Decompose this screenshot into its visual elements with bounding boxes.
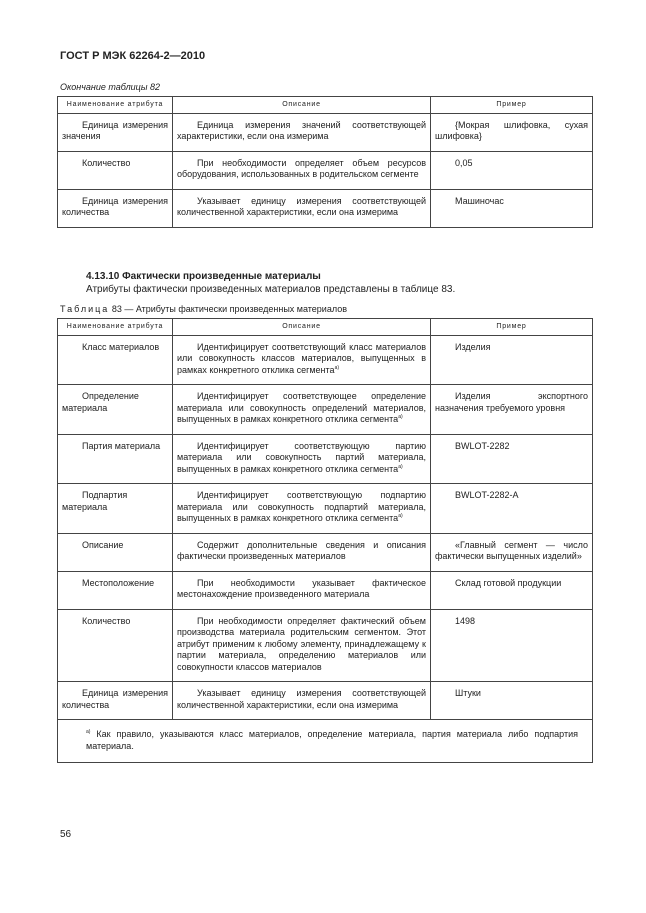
- attribute-name: Местоположение: [82, 577, 155, 588]
- description-cell: [173, 385, 431, 435]
- section-text: Атрибуты фактически произведенных материалов представлены в таблице 83.: [86, 284, 456, 295]
- description-text: При необходимости определяет фактический объем производства материала родительским сегментом. Этот атрибут применим к любому элементу, принадлежащему к партии материала, определению материалов или совокупности классов материалов: [177, 615, 426, 672]
- example-cell: [431, 113, 593, 151]
- page-number: 56: [60, 829, 72, 840]
- description-cell: [173, 484, 431, 534]
- description-cell: [173, 682, 431, 720]
- attribute-name-cell: [58, 484, 173, 534]
- example-text: «Главный сегмент — число фактически выпущенных изделий»: [435, 539, 588, 561]
- table83-caption: [60, 304, 347, 314]
- attribute-name: Определение материала: [62, 391, 139, 413]
- column-header-name: Наименование атрибута: [58, 319, 173, 336]
- example-text: Штуки: [455, 688, 481, 698]
- attribute-name: Количество: [82, 157, 131, 168]
- table-row: [58, 335, 593, 385]
- example-cell: [431, 434, 593, 484]
- attribute-name-cell: [58, 113, 173, 151]
- table82-caption: Окончание таблицы 82: [60, 82, 160, 92]
- example-text: 0,05: [455, 157, 473, 168]
- table-row: [58, 385, 593, 435]
- description-cell: [173, 533, 431, 571]
- attribute-name: Единица измерения количества: [62, 688, 168, 710]
- footnote-ref: a): [334, 364, 340, 371]
- example-text: BWLOT-2282: [455, 440, 510, 451]
- example-text: Изделия: [455, 341, 491, 352]
- example-text: 1498: [455, 615, 476, 626]
- attribute-name-cell: [58, 533, 173, 571]
- table-83: [57, 318, 593, 763]
- description-cell: [173, 189, 431, 227]
- table-row: [58, 151, 593, 189]
- footnote-text: Как правило, указываются класс материалов, определение материала, партия материала либо подпартия материала.: [86, 729, 578, 751]
- attribute-name-cell: [58, 434, 173, 484]
- table-row: [58, 484, 593, 534]
- description-text: Указывает единицу измерения соответствующей количественной характеристики, если она измерима: [177, 688, 426, 710]
- footnote-ref: a): [398, 463, 403, 470]
- description-cell: [173, 151, 431, 189]
- table-row: [58, 189, 593, 227]
- table83-header-row: [58, 319, 593, 336]
- table-row: [58, 571, 593, 609]
- example-text: Изделия экспортного назначения требуемого уровня: [435, 391, 588, 413]
- description-text: Идентифицирует соответствующую подпартию материала или совокупность подпартий материала, выпущенных в рамках конкретного отклика сегмента$^{a)}$: [177, 490, 426, 523]
- description-cell: [173, 113, 431, 151]
- attribute-name-cell: [58, 151, 173, 189]
- example-cell: [431, 682, 593, 720]
- attribute-name-cell: [58, 189, 173, 227]
- example-text: Склад готовой продукции: [455, 577, 562, 588]
- description-text: Идентифицирует соответствующую партию материала или совокупность партий материала, выпущенных в рамках конкретного отклика сегмента$^{a)}$: [177, 440, 426, 474]
- description-text: Указывает единицу измерения соответствующей количественной характеристики, если она измерима: [177, 195, 426, 217]
- attribute-name-cell: [58, 609, 173, 682]
- column-header-description: Описание: [173, 319, 431, 336]
- table83-footnote: [58, 720, 593, 763]
- column-header-example: Пример: [431, 319, 593, 336]
- attribute-name: Класс материалов: [82, 341, 160, 352]
- example-cell: [431, 571, 593, 609]
- description-cell: [173, 434, 431, 484]
- description-cell: [173, 335, 431, 385]
- description-text: При необходимости указывает фактическое местонахождение произведенного материала: [177, 577, 426, 599]
- attribute-name: Единица измерения значения: [62, 119, 168, 141]
- description-text: При необходимости определяет объем ресурсов оборудования, использованных в родительском сегменте: [177, 157, 426, 179]
- example-cell: [431, 335, 593, 385]
- footnote-ref: a): [398, 414, 403, 420]
- description-text: Единица измерения значений соответствующей характеристики, если она измерима: [177, 119, 426, 141]
- attribute-name-cell: [58, 335, 173, 385]
- example-cell: [431, 609, 593, 682]
- example-text: {Мокрая шлифовка, сухая шлифовка}: [435, 119, 588, 141]
- table83-caption-prefix: Таблица: [60, 304, 110, 314]
- attribute-name: Описание: [82, 539, 124, 550]
- table-row: [58, 609, 593, 682]
- section-heading: 4.13.10 Фактически произведенные материалы: [86, 271, 321, 282]
- footnote-ref: a): [398, 513, 403, 519]
- description-text: Идентифицирует соответствующий класс материалов или совокупность классов материалов, выпущенных в рамках конкретного отклика сегмента$^{a)}$: [177, 341, 426, 375]
- column-header-name: Наименование атрибута: [58, 97, 173, 114]
- table82-header-row: [58, 97, 593, 114]
- table-82: [57, 96, 593, 228]
- table83-caption-title: 83 — Атрибуты фактически произведенных материалов: [111, 304, 347, 314]
- column-header-example: Пример: [431, 97, 593, 114]
- attribute-name-cell: [58, 385, 173, 435]
- description-cell: [173, 609, 431, 682]
- attribute-name: Подпартия материала: [62, 490, 128, 512]
- table-row: [58, 113, 593, 151]
- footnote-marker: a): [86, 729, 91, 735]
- example-cell: [431, 533, 593, 571]
- attribute-name-cell: [58, 682, 173, 720]
- example-cell: [431, 189, 593, 227]
- example-cell: [431, 151, 593, 189]
- example-text: BWLOT-2282-A: [455, 490, 519, 500]
- example-cell: [431, 484, 593, 534]
- column-header-description: Описание: [173, 97, 431, 114]
- attribute-name-cell: [58, 571, 173, 609]
- attribute-name: Единица измерения количества: [62, 195, 168, 217]
- document-header: ГОСТ Р МЭК 62264-2—2010: [60, 50, 206, 62]
- description-text: Идентифицирует соответствующее определение материала или совокупность определений материалов, выпущенных в рамках конкретного отклика сегмента$^{a)}$: [177, 391, 426, 424]
- example-cell: [431, 385, 593, 435]
- table-row: [58, 533, 593, 571]
- table-row: [58, 682, 593, 720]
- description-text: Содержит дополнительные сведения и описания фактически произведенных материалов: [177, 539, 426, 561]
- table83-footnote-row: [58, 720, 593, 763]
- example-text: Машиночас: [455, 195, 504, 206]
- attribute-name: Партия материала: [82, 440, 161, 451]
- attribute-name: Количество: [82, 615, 131, 626]
- table-row: [58, 434, 593, 484]
- description-cell: [173, 571, 431, 609]
